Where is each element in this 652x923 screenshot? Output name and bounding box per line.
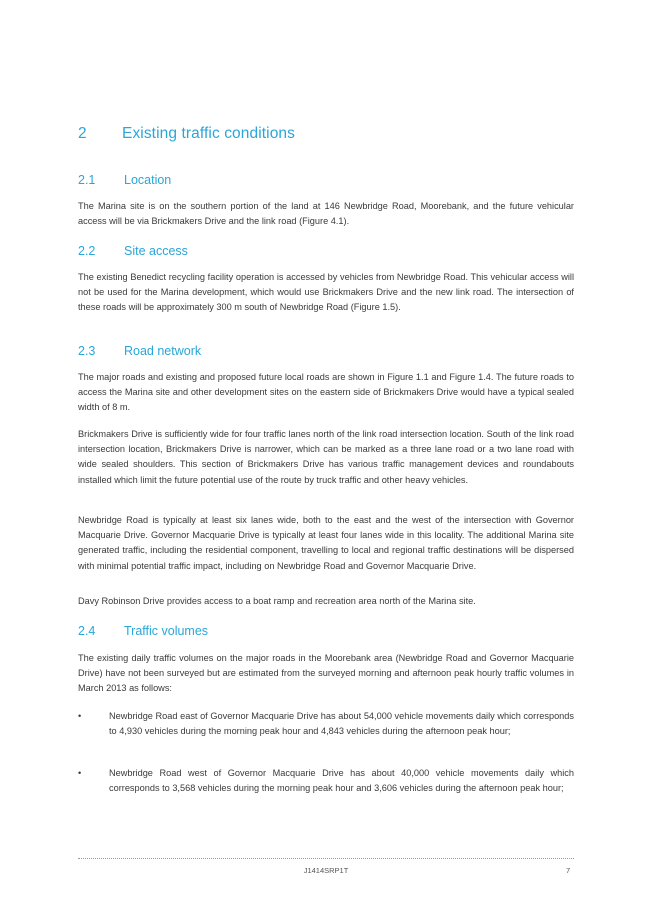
paragraph-road-network-2: Brickmakers Drive is sufficiently wide for four traffic lanes north of the link road intersection location. South of the link road intersection location, Brickmakers Drive is narrower, which can be marked as a three lane road or a two lane road with wide sealed shoulders. This section of Brickmakers Drive has various traffic management devices and roundabouts installed which limit the future potential use of the route by truck traffic and other heavy vehicles.	[78, 429, 574, 485]
subsection-number: 2.1	[78, 173, 96, 187]
paragraph-location: The Marina site is on the southern portion of the land at 146 Newbridge Road, Moorebank, and the future vehicular access will be via Brickmakers Drive and the link road (Figure 4.1).	[78, 201, 574, 227]
subsection-heading-traffic-volumes	[78, 624, 208, 638]
section-heading	[78, 125, 295, 143]
subsection-number: 2.4	[78, 624, 96, 638]
paragraph-road-network-4: Davy Robinson Drive provides access to a boat ramp and recreation area north of the Marina site.	[78, 596, 476, 606]
subsection-title: Road network	[124, 344, 202, 358]
section-number: 2	[78, 125, 87, 142]
bullet-item	[78, 709, 574, 739]
bullet-text: Newbridge Road west of Governor Macquarie Drive has about 40,000 vehicle movements daily which corresponds to 3,568 vehicles during the morning peak hour and 3,606 vehicles during the afternoon peak hour;	[109, 768, 574, 794]
bullet-text: Newbridge Road east of Governor Macquarie Drive has about 54,000 vehicle movements daily which corresponds to 4,930 vehicles during the morning peak hour and 4,843 vehicles during the afternoon peak hour;	[109, 711, 574, 737]
subsection-title: Site access	[124, 244, 188, 258]
footer-divider	[78, 858, 574, 859]
subsection-number: 2.3	[78, 344, 96, 358]
paragraph-road-network-1: The major roads and existing and proposed future local roads are shown in Figure 1.1 and Figure 1.4. The future roads to access the Marina site and other development sites on the eastern side of Brickmakers Drive would have a typical sealed width of 8 m.	[78, 372, 574, 413]
paragraph-road-network-3: Newbridge Road is typically at least six lanes wide, both to the east and the west of the intersection with Governor Macquarie Drive. Governor Macquarie Drive is typically at least four lanes wide in this locality. The additional Marina site generated traffic, including the residential component, travelling to local and regional traffic destinations will be dispersed with minimal potential traffic impact, including on Newbridge Road and Governor Macquarie Drive.	[78, 515, 574, 571]
bullet-marker: •	[78, 768, 82, 778]
paragraph-site-access: The existing Benedict recycling facility operation is accessed by vehicles from Newbridge Road. This vehicular access will not be used for the Marina development, which would use Brickmakers Drive and the new link road. The intersection of these roads will be approximately 300 m south of Newbridge Road (Figure 1.5).	[78, 272, 574, 313]
subsection-title: Traffic volumes	[124, 624, 209, 638]
subsection-number: 2.2	[78, 244, 96, 258]
subsection-heading-road-network	[78, 344, 201, 358]
page-number: 7	[566, 866, 571, 875]
bullet-item	[78, 766, 574, 796]
paragraph-traffic-volumes: The existing daily traffic volumes on the major roads in the Moorebank area (Newbridge Road and Governor Macquarie Drive) have not been surveyed but are estimated from the surveyed morning and afternoon peak hourly traffic volumes in March 2013 as follows:	[78, 653, 574, 694]
subsection-title: Location	[124, 173, 172, 187]
bullet-marker: •	[78, 711, 82, 721]
footer-reference: J1414SRP1T	[303, 866, 349, 875]
section-title: Existing traffic conditions	[122, 125, 295, 142]
subsection-heading-site-access	[78, 244, 188, 258]
subsection-heading-location	[78, 173, 171, 187]
